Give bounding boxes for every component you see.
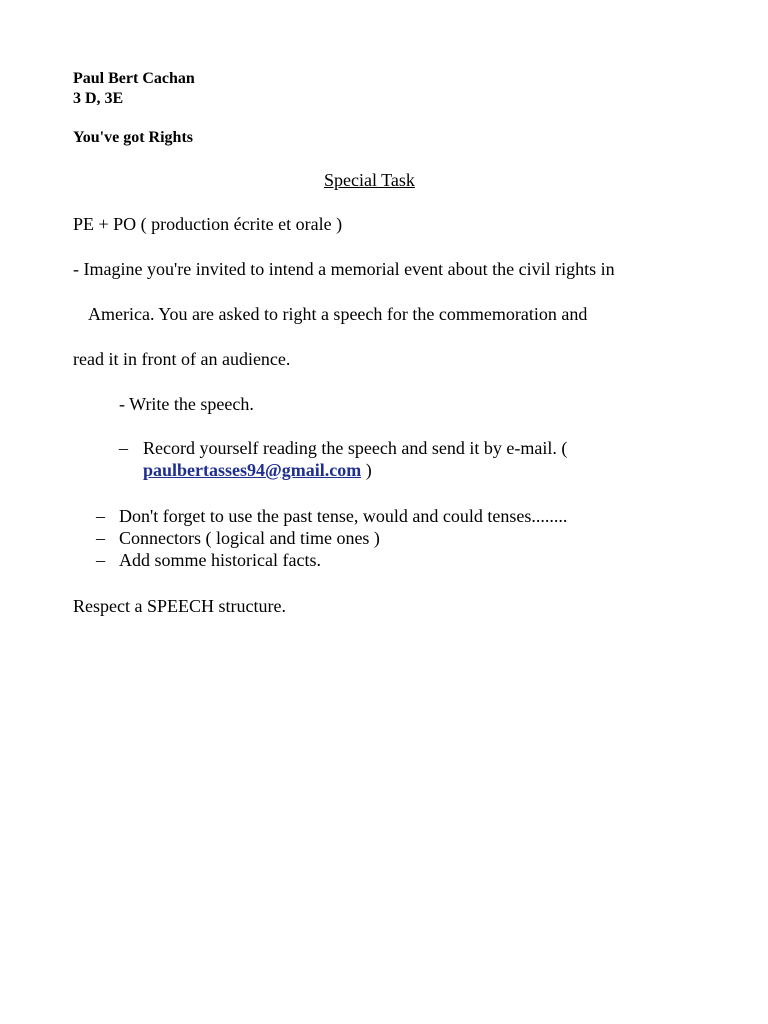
intro-line-1: - Imagine you're invited to intend a memorial event about the civil rights in (73, 259, 615, 279)
page-title: Special Task (324, 170, 415, 190)
intro-line-2: America. You are asked to right a speech for the commemoration and (88, 304, 588, 324)
task-record-speech: Record yourself reading the speech and send it by e-mail. ( (143, 438, 568, 458)
task-type: PE + PO ( production écrite et orale ) (73, 214, 343, 234)
tip-connectors: Connectors ( logical and time ones ) (119, 528, 380, 548)
email-link[interactable]: paulbertasses94@gmail.com (143, 460, 362, 480)
tip-dash: – (96, 506, 105, 526)
class-groups: 3 D, 3E (73, 90, 124, 107)
unit-title: You've got Rights (73, 129, 194, 146)
tip-dash: – (96, 528, 105, 548)
tip-dash: – (96, 550, 105, 570)
tip-past-tense: Don't forget to use the past tense, would and could tenses........ (119, 506, 568, 526)
intro-line-3: read it in front of an audience. (73, 349, 291, 369)
task-dash: – (119, 438, 128, 458)
email-line (143, 461, 372, 479)
tip-historical-facts: Add somme historical facts. (119, 550, 321, 570)
closing-instruction: Respect a SPEECH structure. (73, 596, 286, 616)
email-close-paren: ) (361, 460, 372, 480)
author-name: Paul Bert Cachan (73, 70, 195, 87)
task-write-speech: - Write the speech. (119, 394, 254, 414)
